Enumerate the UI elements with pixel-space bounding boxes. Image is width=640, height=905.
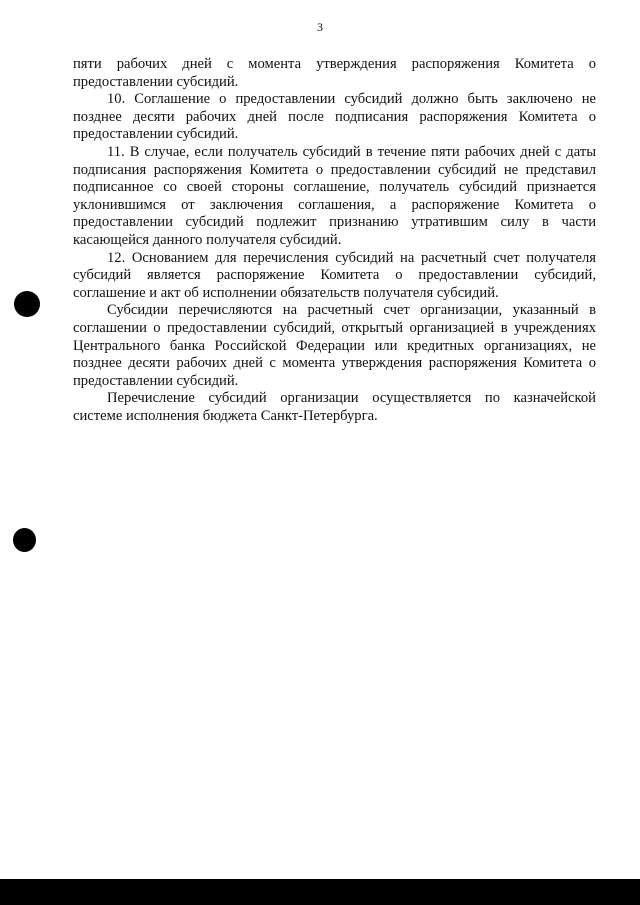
page-number: 3 <box>317 20 323 34</box>
scan-bottom-edge <box>0 879 640 905</box>
paragraph-item-10: 10. Соглашение о предоставлении субсидий должно быть заключено не позднее десяти рабочих дней после подписания распоряжения Комитета о предоставлении субсидий. <box>73 91 596 143</box>
paragraph-item-11: 11. В случае, если получатель субсидий в течение пяти рабочих дней с даты подписания распоряжения Комитета о предоставлении субсидий не представил подписанное со своей стороны соглашение, получатель субсидий признается уклонившимся от заключения соглашения, а распоряжение Комитета о предоставлении субсидий подлежит признанию утратившим силу в части касающейся данного получателя субсидий. <box>73 143 596 248</box>
paragraph-continuation: пяти рабочих дней с момента утверждения распоряжения Комитета о предоставлении субсидий. <box>73 56 596 90</box>
document-body <box>73 56 596 425</box>
paragraph-treasury-system: Перечисление субсидий организации осуществляется по казначейской системе исполнения бюджета Санкт-Петербурга. <box>73 390 596 424</box>
paragraph-item-12: 12. Основанием для перечисления субсидий на расчетный счет получателя субсидий является распоряжение Комитета о предоставлении субсидий, соглашение и акт об исполнении обязательств получателя субсидий. <box>73 249 596 301</box>
punch-hole-top <box>14 291 40 317</box>
punch-hole-bottom <box>13 528 36 552</box>
paragraph-subsidy-transfer: Субсидии перечисляются на расчетный счет организации, указанный в соглашении о предоставлении субсидий, открытый организацией в учреждениях Центрального банка Российской Федерации или кредитных организациях, не позднее десяти рабочих дней с момента утверждения распоряжения Комитета о предоставлении субсидий. <box>73 302 596 389</box>
